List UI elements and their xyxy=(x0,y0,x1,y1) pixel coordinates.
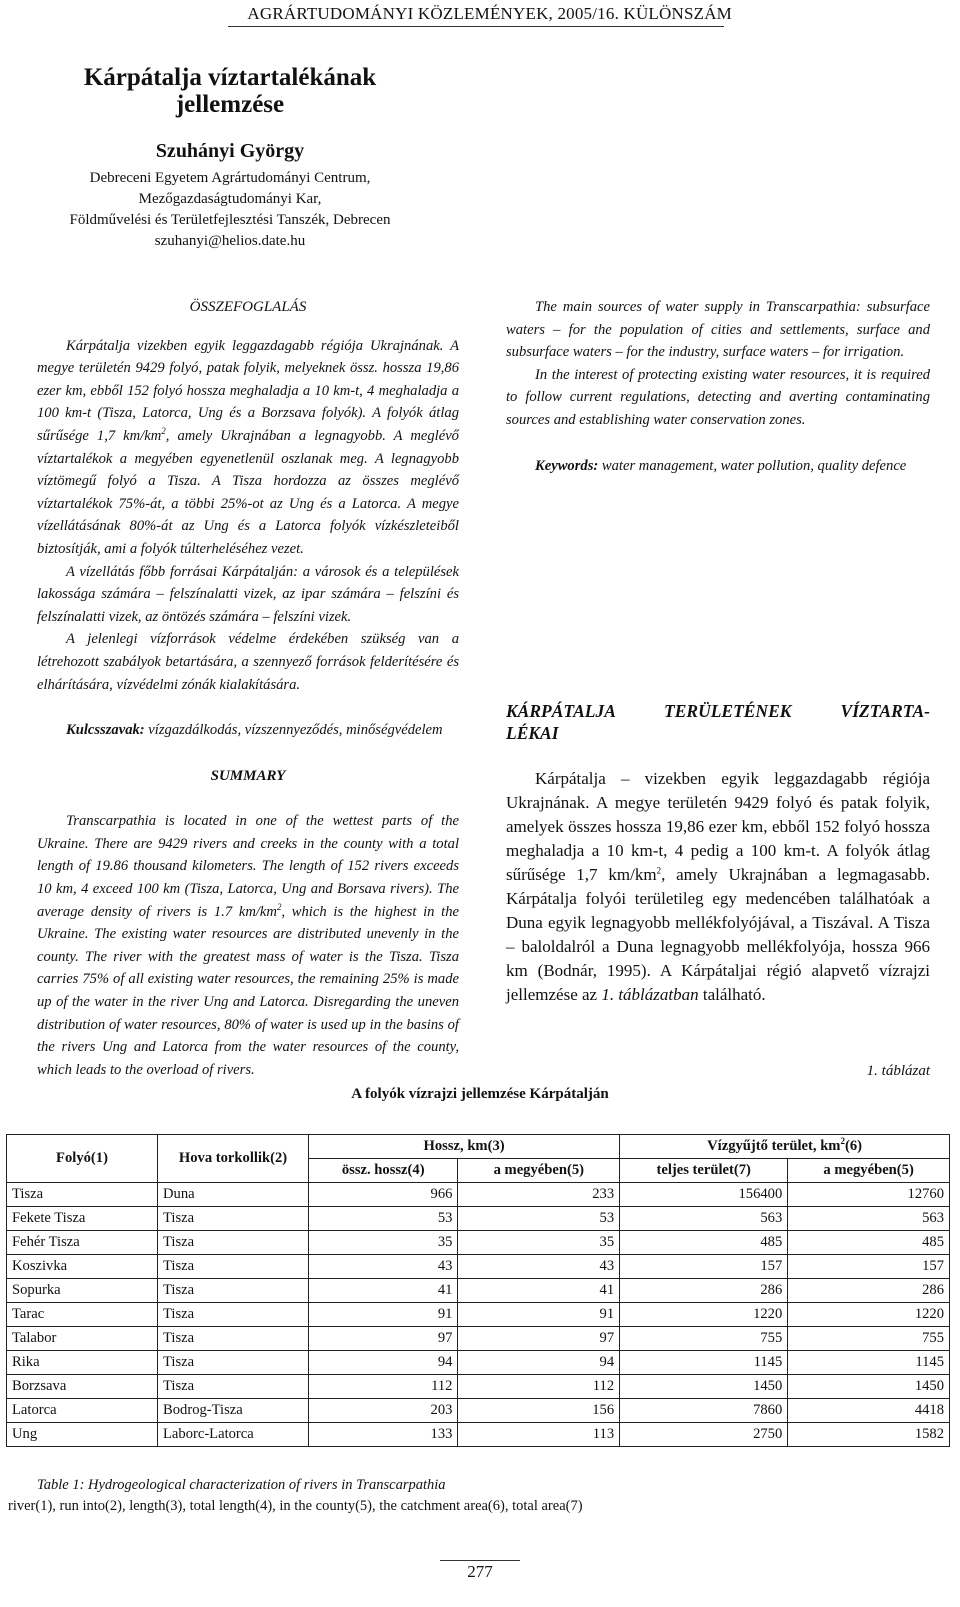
col-in-county-area: a megyében(5) xyxy=(788,1159,950,1183)
summary-en-paragraph: The main sources of water supply in Transcarpathia: subsurface waters – for the population of cities and settlements, surface and subsurface waters – for the industry, surface waters – for irrigation. xyxy=(506,299,930,361)
cell-value: 97 xyxy=(458,1327,620,1351)
cell-value: 966 xyxy=(309,1183,458,1207)
table-row xyxy=(7,1399,950,1423)
keywords-en-label: Keywords: xyxy=(535,457,599,474)
cell-value: 2750 xyxy=(620,1423,788,1447)
cell-value: 94 xyxy=(309,1351,458,1375)
table-row xyxy=(7,1303,950,1327)
cell-value: 7860 xyxy=(620,1399,788,1423)
cell-into: Tisza xyxy=(158,1279,309,1303)
cell-value: 97 xyxy=(309,1327,458,1351)
affiliation-line: Mezőgazdaságtudományi Kar, xyxy=(138,191,322,207)
cell-value: 755 xyxy=(620,1327,788,1351)
author-name: Szuhányi György xyxy=(155,140,305,162)
cell-value: 91 xyxy=(458,1303,620,1327)
summary-hu-paragraph: A jelenlegi vízforrások védelme érdekében szükség van a létrehozott szabályok betartására, a szennyező források felderítésére és elhárítására, vízvédelmi zónák kialakítására. xyxy=(37,631,459,693)
river-table xyxy=(6,1134,950,1447)
section-heading-line: LÉKAI xyxy=(506,723,559,743)
affiliation-line: Földművelési és Területfejlesztési Tanszék, Debrecen xyxy=(69,212,391,228)
cell-into: Laborc-Latorca xyxy=(158,1423,309,1447)
summary-hu xyxy=(37,296,459,1081)
cell-into: Bodrog-Tisza xyxy=(158,1399,309,1423)
cell-value: 233 xyxy=(458,1183,620,1207)
col-total-length: össz. hossz(4) xyxy=(309,1159,458,1183)
page-number: 277 xyxy=(467,1562,493,1581)
affiliation-line: Debreceni Egyetem Agrártudományi Centrum, xyxy=(89,170,371,186)
table-row xyxy=(7,1327,950,1351)
cell-river: Tarac xyxy=(7,1303,158,1327)
summary-hu-paragraph: A vízellátás főbb forrásai Kárpátalján: a városok és a települések lakossága számára – felszínalatti vizek, az ipar számára – felszíni és felszínalatti vizek, az öntözés számára – felszíni vizek. xyxy=(37,563,459,625)
cell-value: 1145 xyxy=(620,1351,788,1375)
cell-value: 286 xyxy=(788,1279,950,1303)
title-line-2: jellemzése xyxy=(175,91,285,118)
table-header-row xyxy=(7,1135,950,1159)
cell-river: Fekete Tisza xyxy=(7,1207,158,1231)
cell-value: 156400 xyxy=(620,1183,788,1207)
cell-value: 1450 xyxy=(788,1375,950,1399)
cell-value: 286 xyxy=(620,1279,788,1303)
col-river: Folyó(1) xyxy=(7,1135,158,1183)
cell-value: 43 xyxy=(309,1255,458,1279)
cell-into: Tisza xyxy=(158,1351,309,1375)
col-into: Hova torkollik(2) xyxy=(158,1135,309,1183)
cell-value: 35 xyxy=(309,1231,458,1255)
cell-value: 112 xyxy=(309,1375,458,1399)
section-heading xyxy=(506,700,930,744)
author-email[interactable]: szuhanyi@helios.date.hu xyxy=(154,233,306,249)
cell-value: 94 xyxy=(458,1351,620,1375)
col-group-catchment: Vízgyűjtő terület, $km^2(6)$ xyxy=(620,1135,950,1159)
keywords-en: Keywords: water management, water pollution, quality defence xyxy=(535,457,907,474)
cell-value: 563 xyxy=(620,1207,788,1231)
journal-header: AGRÁRTUDOMÁNYI KÖZLEMÉNYEK, 2005/16. KÜLÖNSZÁM xyxy=(247,4,732,23)
cell-river: Rika xyxy=(7,1351,158,1375)
cell-river: Latorca xyxy=(7,1399,158,1423)
cell-value: 563 xyxy=(788,1207,950,1231)
cell-value: 485 xyxy=(788,1231,950,1255)
cell-value: 1220 xyxy=(620,1303,788,1327)
cell-value: 41 xyxy=(309,1279,458,1303)
cell-value: 755 xyxy=(788,1327,950,1351)
table-row xyxy=(7,1423,950,1447)
cell-value: 112 xyxy=(458,1375,620,1399)
cell-value: 485 xyxy=(620,1231,788,1255)
cell-value: 53 xyxy=(309,1207,458,1231)
table-body xyxy=(7,1183,950,1447)
section-heading-line: KÁRPÁTALJA TERÜLETÉNEK VÍZTARTA- xyxy=(506,701,930,721)
cell-value: 157 xyxy=(788,1255,950,1279)
cell-value: 43 xyxy=(458,1255,620,1279)
cell-value: 41 xyxy=(458,1279,620,1303)
cell-value: 12760 xyxy=(788,1183,950,1207)
cell-river: Koszivka xyxy=(7,1255,158,1279)
cell-value: 1220 xyxy=(788,1303,950,1327)
table-row xyxy=(7,1207,950,1231)
table-row xyxy=(7,1255,950,1279)
summary-hu-heading: ÖSSZEFOGLALÁS xyxy=(189,299,307,315)
cell-value: 157 xyxy=(620,1255,788,1279)
cell-value: 35 xyxy=(458,1231,620,1255)
cell-value: 203 xyxy=(309,1399,458,1423)
cell-into: Tisza xyxy=(158,1255,309,1279)
keywords-hu-label: Kulcsszavak: xyxy=(66,722,145,739)
cell-river: Ung xyxy=(7,1423,158,1447)
cell-river: Tisza xyxy=(7,1183,158,1207)
cell-into: Duna xyxy=(158,1183,309,1207)
table-reference: 1. táblázatban xyxy=(601,985,699,1004)
cell-value: 53 xyxy=(458,1207,620,1231)
cell-value: 133 xyxy=(309,1423,458,1447)
summary-en-paragraph: Transcarpathia is located in one of the wettest parts of the Ukraine. There are 9429 rivers and creeks in the county with a total length of 19.86 thousand kilometers. The length of 152 rivers exceeds 10 km, 4 exceed 100 km (Tisza, Latorca, Ung and Borsava rivers). The average density of rivers is 1.7 $km/km^2$, which is the highest in the Ukraine. The existing water resources are distributed unevenly in the county. The river with the greatest mass of water is the Tisza. Tisza carries 75% of all existing water resources, the remaining 25% is made up of the water in the river Ung and Latorca. Disregarding the uneven distribution of water resources, 80% of water is used up in the basins of the rivers Ung and Latorca from the water resources of the county, which leads to the overload of rivers. xyxy=(37,813,459,1078)
cell-river: Fehér Tisza xyxy=(7,1231,158,1255)
section-paragraph: Kárpátalja – vizekben egyik leggazdagabb régiója Ukrajnának. A megye területén 9429 folyó és patak folyik, amelyek összes hossza 19,86 ezer km, ebből 152 folyó hossza meghaladja a 10 km-t, 4 pedig a 100 km-t. A folyók átlag sűrűsége 1,7 $km/km^2$, amely Ukrajnában a legmagasabb. Kárpátalja folyói területileg egy medencében találhatóak a Duna egyik legnagyobb mellékfolyójával, a Tiszával. A Tisza – baloldalról a Duna legnagyobb mellékfolyója, hossza 966 km (Bodnár, 1995). A Kárpátaljai régió alapvető vízrajzi jellemzése az 1. táblázatban található. xyxy=(506,769,930,1004)
cell-river: Talabor xyxy=(7,1327,158,1351)
affiliation xyxy=(0,168,460,252)
cell-into: Tisza xyxy=(158,1303,309,1327)
header-rule xyxy=(228,26,724,27)
col-total-area: teljes terület(7) xyxy=(620,1159,788,1183)
paper-title xyxy=(0,64,460,118)
summary-hu-paragraph: Kárpátalja vizekben egyik leggazdagabb régiója Ukrajnának. A megye területén 9429 folyó, patak folyik, melyeknek össz. hossza 19,86 ezer km, ebből 152 folyó hossza meghaladja a 10 km-t, 4 meghaladja a 100 km-t (Tisza, Latorca, Ung és a Borzsava folyók). A folyók átlag sűrűsége 1,7 $km/km^2$, amely Ukrajnában a legnagyobb. A meglévő víztartalékok a megyében egyenetlenül oszlanak meg. A legnagyobb víztömegű folyó a Tisza. A Tisza hordozza az összes meglévő víztartalékok 75%-át, a többi 25%-ot az Ung és a Latorca. A megye vízellátásának 80%-át az Ung és a Latorca folyók vízkészleteiből biztosítják, ami a folyók túlterheléséhez vezet. xyxy=(37,337,459,557)
cell-into: Tisza xyxy=(158,1207,309,1231)
table-label: 1. táblázat xyxy=(866,1063,930,1079)
cell-river: Sopurka xyxy=(7,1279,158,1303)
footer-rule xyxy=(440,1560,520,1561)
table-legend: river(1), run into(2), length(3), total length(4), in the county(5), the catchment area(6), total area(7) xyxy=(8,1498,583,1514)
table-caption-en: Table 1: Hydrogeological characterization of rivers in Transcarpathia xyxy=(37,1477,446,1493)
cell-river: Borzsava xyxy=(7,1375,158,1399)
cell-value: 113 xyxy=(458,1423,620,1447)
table-row xyxy=(7,1279,950,1303)
keywords-hu: Kulcsszavak: vízgazdálkodás, vízszennyeződés, minőségvédelem xyxy=(66,722,443,739)
cell-value: 1145 xyxy=(788,1351,950,1375)
cell-value: 156 xyxy=(458,1399,620,1423)
cell-value: 91 xyxy=(309,1303,458,1327)
summary-en-continued xyxy=(506,296,930,477)
cell-into: Tisza xyxy=(158,1375,309,1399)
table-row xyxy=(7,1351,950,1375)
summary-en-heading: SUMMARY xyxy=(210,767,286,784)
cell-into: Tisza xyxy=(158,1327,309,1351)
cell-into: Tisza xyxy=(158,1231,309,1255)
title-line-1: Kárpátalja víztartalékának xyxy=(83,64,377,91)
table-title: A folyók vízrajzi jellemzése Kárpátalján xyxy=(351,1086,609,1102)
table-row xyxy=(7,1375,950,1399)
cell-value: 1450 xyxy=(620,1375,788,1399)
cell-value: 1582 xyxy=(788,1423,950,1447)
col-group-length: Hossz, km(3) xyxy=(309,1135,620,1159)
table-row xyxy=(7,1183,950,1207)
col-in-county-length: a megyében(5) xyxy=(458,1159,620,1183)
summary-en-paragraph: In the interest of protecting existing water resources, it is required to follow current regulations, detecting and averting contaminating sources and establishing water conservation zones. xyxy=(506,366,930,428)
cell-value: 4418 xyxy=(788,1399,950,1423)
table-row xyxy=(7,1231,950,1255)
section-body xyxy=(506,767,930,1007)
